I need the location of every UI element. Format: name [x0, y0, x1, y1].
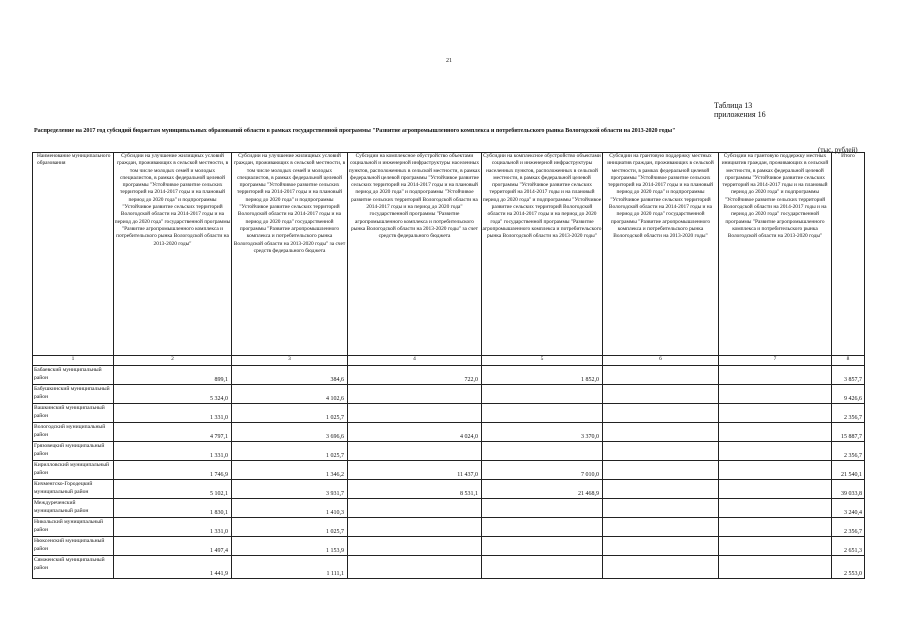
value-cell-c2: 899,1 — [114, 366, 232, 385]
header-cell: Субсидии на грантовую поддержку местных инициатив граждан, проживающих в сельской местности, в рамках федеральной целевой программы "Устойчивое развитие сельских территорий на 2014-2017 годы и на плановый период до 2020 года" и подпрограммы "Устойчивое развитие сельских территорий Вологодской области на 2014-2017 годы и на период до 2020 года" государственной программы "Развитие агропромышленного комплекса и потребительского рынка Вологодской области на 2013-2020 годы" — [603, 153, 719, 356]
value-cell-c5 — [482, 518, 603, 537]
value-cell-c5: 7 010,0 — [482, 461, 603, 480]
table-row — [33, 442, 865, 461]
value-cell-c2: 4 797,1 — [114, 423, 232, 442]
total-cell: 15 887,7 — [832, 423, 865, 442]
municipality-name: Никольский муниципальный район — [33, 518, 114, 537]
total-cell: 2 356,7 — [832, 442, 865, 461]
column-number-row — [33, 356, 865, 366]
header-row — [33, 153, 865, 356]
total-cell: 2 553,0 — [832, 556, 865, 579]
header-cell: Итого — [832, 153, 865, 356]
table-row — [33, 366, 865, 385]
value-cell-c5 — [482, 556, 603, 579]
header-cell: Субсидии на комплексное обустройство объектами социальной и инженерной инфраструктуры населенных пунктов, расположенных в сельской местности, в рамках федеральной целевой программы "Устойчивое развитие сельских территорий на 2014-2017 годы и на плановый период до 2020 года" и подпрограммы "Устойчивое развитие сельских территорий Вологодской области на 2014-2017 годы и на период до 2020 года" государственной программы "Развитие агропромышленного комплекса и потребительского рынка Вологодской области на 2013-2020 годы" за счет средств федерального бюджета — [348, 153, 482, 356]
value-cell-c7 — [719, 404, 832, 423]
value-cell-c7 — [719, 461, 832, 480]
header-cell: Наименование муниципального образования — [33, 153, 114, 356]
column-number: 3 — [232, 356, 348, 366]
total-cell: 2 651,3 — [832, 537, 865, 556]
municipality-name: Сямженский муниципальный район — [33, 556, 114, 579]
municipality-name: Грязовецкий муниципальный район — [33, 442, 114, 461]
municipality-name: Кирилловский муниципальный район — [33, 461, 114, 480]
value-cell-c2: 1 830,1 — [114, 499, 232, 518]
column-number: 8 — [832, 356, 865, 366]
value-cell-c3: 1 025,7 — [232, 404, 348, 423]
header-cell: Субсидии на улучшение жилищных условий граждан, проживающих в сельской местности, в том числе молодых семей и молодых специалистов, в рамках федеральной целевой программы "Устойчивое развитие сельских территорий на 2014-2017 годы и на плановый период до 2020 года" и подпрограммы "Устойчивое развитие сельских территорий Вологодской области на 2014-2017 годы и на период до 2020 года" государственной программы "Развитие агропромышленного комплекса и потребительского рынка Вологодской области на 2013-2020 годы" за счет средств федерального бюджета — [232, 153, 348, 356]
value-cell-c2: 1 331,0 — [114, 404, 232, 423]
value-cell-c2: 1 441,9 — [114, 556, 232, 579]
table-row — [33, 518, 865, 537]
total-cell: 3 240,4 — [832, 499, 865, 518]
table-row — [33, 423, 865, 442]
table-row — [33, 537, 865, 556]
value-cell-c7 — [719, 556, 832, 579]
municipality-name: Вологодский муниципальный район — [33, 423, 114, 442]
value-cell-c2: 1 746,9 — [114, 461, 232, 480]
municipality-name: Вашкинский муниципальный район — [33, 404, 114, 423]
value-cell-c4 — [348, 385, 482, 404]
value-cell-c5 — [482, 442, 603, 461]
value-cell-c6 — [603, 442, 719, 461]
value-cell-c3: 3 931,7 — [232, 480, 348, 499]
table-row — [33, 385, 865, 404]
value-cell-c2: 1 331,0 — [114, 518, 232, 537]
value-cell-c5 — [482, 537, 603, 556]
column-number: 2 — [114, 356, 232, 366]
municipality-name: Междуреченский муниципальный район — [33, 499, 114, 518]
value-cell-c3: 1 346,2 — [232, 461, 348, 480]
value-cell-c4 — [348, 499, 482, 518]
municipality-name: Нюксенский муниципальный район — [33, 537, 114, 556]
total-cell: 39 033,8 — [832, 480, 865, 499]
value-cell-c7 — [719, 442, 832, 461]
table-label: Таблица 13 — [714, 101, 753, 110]
total-cell: 21 540,1 — [832, 461, 865, 480]
total-cell: 3 857,7 — [832, 366, 865, 385]
value-cell-c5: 1 852,0 — [482, 366, 603, 385]
value-cell-c6 — [603, 480, 719, 499]
value-cell-c5 — [482, 499, 603, 518]
appendix-label: приложения 16 — [714, 110, 766, 119]
value-cell-c7 — [719, 499, 832, 518]
column-number: 6 — [603, 356, 719, 366]
municipality-name: Кичменгско-Городецкий муниципальный район — [33, 480, 114, 499]
value-cell-c4 — [348, 404, 482, 423]
value-cell-c3: 3 696,6 — [232, 423, 348, 442]
header-cell: Субсидии на улучшение жилищных условий граждан, проживающих в сельской местности, в том числе молодых семей и молодых специалистов, в рамках федеральной целевой программы "Устойчивое развитие сельских территорий на 2014-2017 годы и на плановый период до 2020 года" и подпрограммы "Устойчивое развитие сельских территорий Вологодской области на 2014-2017 годы и на период до 2020 года" государственной программы "Развитие агропромышленного комплекса и потребительского рынка Вологодской области на 2013-2020 годы" — [114, 153, 232, 356]
value-cell-c6 — [603, 385, 719, 404]
header-cell: Субсидии на грантовую поддержку местных инициатив граждан, проживающих в сельской местности, в рамках федеральной целевой программы "Устойчивое развитие сельских территорий на 2014-2017 годы и на плановый период до 2020 года" и подпрограммы "Устойчивое развитие сельских территорий Вологодской области на 2014-2017 годы и на период до 2020 года" государственной программы "Развитие агропромышленного комплекса и потребительского рынка Вологодской области на 2013-2020 годы" — [719, 153, 832, 356]
value-cell-c5 — [482, 385, 603, 404]
value-cell-c7 — [719, 366, 832, 385]
table-row — [33, 556, 865, 579]
value-cell-c4 — [348, 442, 482, 461]
value-cell-c3: 1 025,7 — [232, 442, 348, 461]
value-cell-c3: 1 153,9 — [232, 537, 348, 556]
value-cell-c3: 1 410,3 — [232, 499, 348, 518]
municipality-name: Бабушкинский муниципальный район — [33, 385, 114, 404]
value-cell-c4: 11 437,0 — [348, 461, 482, 480]
value-cell-c2: 1 497,4 — [114, 537, 232, 556]
column-number: 7 — [719, 356, 832, 366]
value-cell-c3: 384,6 — [232, 366, 348, 385]
value-cell-c4 — [348, 537, 482, 556]
value-cell-c4: 722,0 — [348, 366, 482, 385]
value-cell-c4: 8 531,1 — [348, 480, 482, 499]
value-cell-c2: 5 102,1 — [114, 480, 232, 499]
units-label: (тыс. рублей) — [818, 146, 858, 154]
page-number: 21 — [446, 58, 452, 64]
subsidy-table — [32, 152, 865, 579]
table-row — [33, 480, 865, 499]
header-cell: Субсидии на комплексное обустройство объектами социальной и инженерной инфраструктуры населенных пунктов, расположенных в сельской местности, в рамках федеральной целевой программы "Устойчивое развитие сельских территорий на 2014-2017 годы и на плановый период до 2020 года" и подпрограммы "Устойчивое развитие сельских территорий Вологодской области на 2014-2017 годы и на период до 2020 года" государственной программы "Развитие агропромышленного комплекса и потребительского рынка Вологодской области на 2013-2020 годы" — [482, 153, 603, 356]
total-cell: 9 426,6 — [832, 385, 865, 404]
value-cell-c7 — [719, 385, 832, 404]
value-cell-c6 — [603, 423, 719, 442]
value-cell-c6 — [603, 556, 719, 579]
value-cell-c5 — [482, 404, 603, 423]
table-row — [33, 461, 865, 480]
value-cell-c2: 1 331,0 — [114, 442, 232, 461]
value-cell-c2: 5 324,0 — [114, 385, 232, 404]
table-row — [33, 499, 865, 518]
value-cell-c3: 1 025,7 — [232, 518, 348, 537]
column-number: 1 — [33, 356, 114, 366]
value-cell-c6 — [603, 366, 719, 385]
table-body — [33, 366, 865, 579]
column-number: 4 — [348, 356, 482, 366]
value-cell-c6 — [603, 499, 719, 518]
municipality-name: Бабаевский муниципальный район — [33, 366, 114, 385]
value-cell-c5: 21 468,9 — [482, 480, 603, 499]
total-cell: 2 356,7 — [832, 518, 865, 537]
value-cell-c4: 4 024,0 — [348, 423, 482, 442]
value-cell-c7 — [719, 537, 832, 556]
table-label-block — [714, 101, 766, 119]
value-cell-c6 — [603, 461, 719, 480]
column-number: 5 — [482, 356, 603, 366]
document-title: Распределение на 2017 год субсидий бюджетам муниципальных образований области в рамках государственной программы "Развитие агропромышленного комплекса и потребительского рынка Вологодской области на 2013-2020 годы" — [34, 128, 676, 134]
value-cell-c7 — [719, 423, 832, 442]
value-cell-c5: 3 370,0 — [482, 423, 603, 442]
value-cell-c6 — [603, 518, 719, 537]
table-row — [33, 404, 865, 423]
value-cell-c6 — [603, 537, 719, 556]
value-cell-c7 — [719, 480, 832, 499]
total-cell: 2 356,7 — [832, 404, 865, 423]
value-cell-c4 — [348, 518, 482, 537]
value-cell-c7 — [719, 518, 832, 537]
value-cell-c4 — [348, 556, 482, 579]
value-cell-c6 — [603, 404, 719, 423]
value-cell-c3: 1 111,1 — [232, 556, 348, 579]
value-cell-c3: 4 102,6 — [232, 385, 348, 404]
